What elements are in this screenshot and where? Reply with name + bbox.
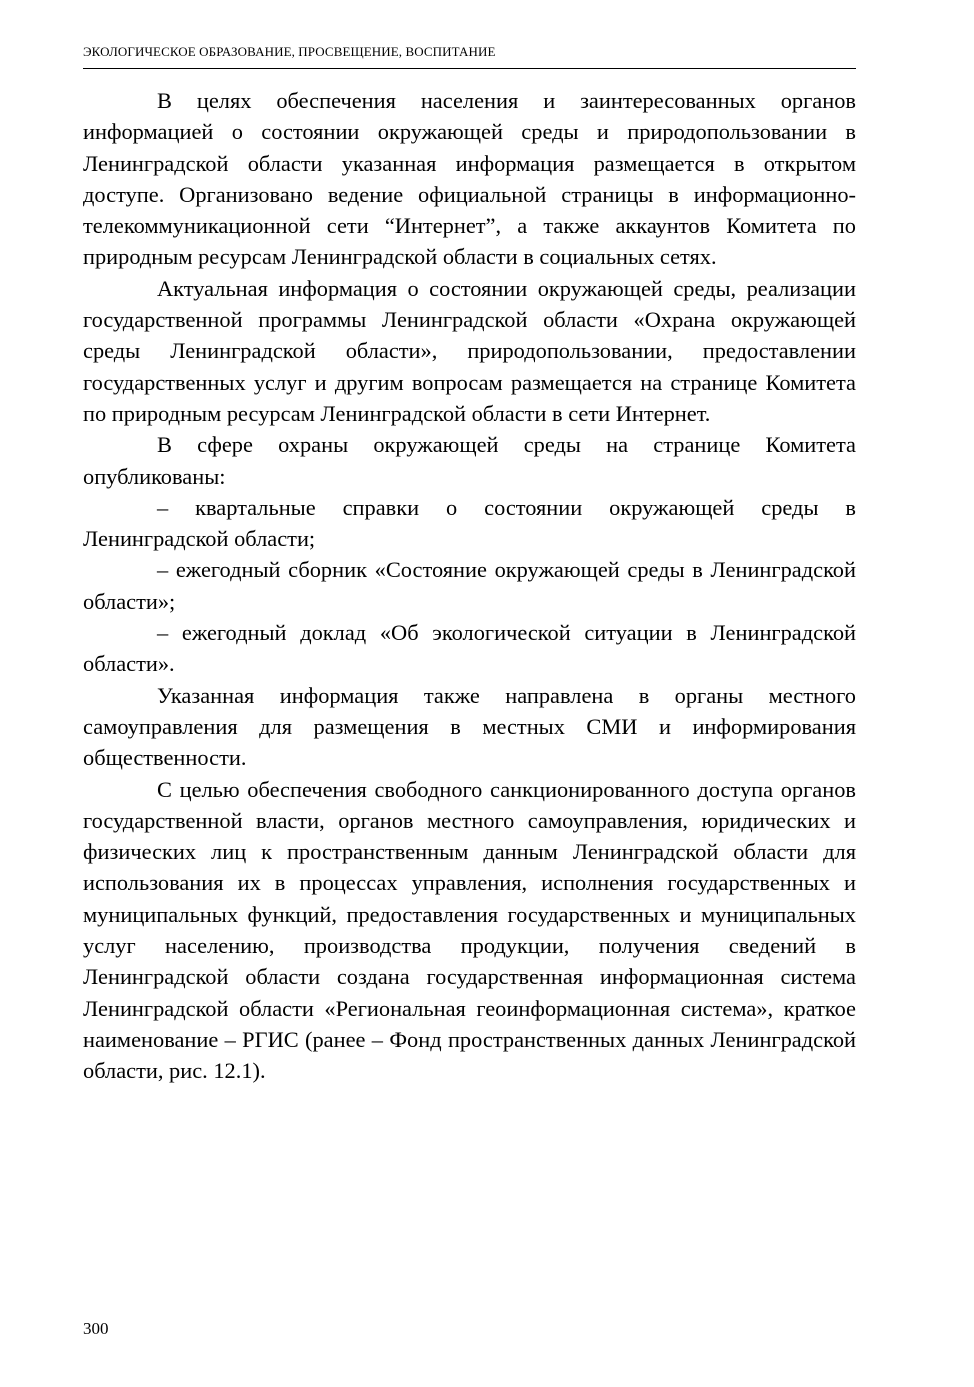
paragraph-committee-page: Актуальная информация о состоянии окружающей среды, реализации государственной программы Ленинградской области «Охрана окружающей среды Ленинградской области», природопользовании, предоставлении государственных услуг и другим вопросам размещается на странице Комитета по природным ресурсам Ленинградской области в сети Интернет. (83, 275, 856, 426)
list-item-annual-collection: – ежегодный сборник «Состояние окружающей среды в Ленинградской области»; (83, 557, 856, 614)
paragraph-rgis: С целью обеспечения свободного санкционированного доступа органов государственной власти, органов местного самоуправления, юридических и физических лиц к пространственным данным Ленинградской области для использования их в процессах управления, исполнения государственных и муниципальных функций, предоставления государственных и муниципальных услуг населению, производства продукции, получения сведений в Ленинградской области создана государственная информационная система Ленинградской области «Региональная геоинформационная система», краткое наименование – РГИС (ранее – Фонд пространственных данных Ленинградской области, рис. 12.1). (83, 776, 856, 1084)
running-header: ЭКОЛОГИЧЕСКОЕ ОБРАЗОВАНИЕ, ПРОСВЕЩЕНИЕ, ВОСПИТАНИЕ (83, 44, 496, 59)
page-number: 300 (83, 1319, 109, 1338)
body-text (83, 85, 856, 1087)
list-item-quarterly-reports: – квартальные справки о состоянии окружающей среды в Ленинградской области; (83, 494, 856, 552)
paragraph-publications-intro: В сфере охраны окружающей среды на странице Комитета опубликованы: (83, 432, 856, 489)
header-divider (83, 68, 856, 69)
list-item-annual-report: – ежегодный доклад «Об экологической ситуации в Ленинградской области». (83, 620, 856, 677)
paragraph-local-media: Указанная информация также направлена в органы местного самоуправления для размещения в местных СМИ и информирования общественности. (83, 682, 856, 771)
paragraph-information-access: В целях обеспечения населения и заинтересованных органов информацией о состоянии окружающей среды и природопользовании в Ленинградской области указанная информация размещается в открытом доступе. Организовано ведение официальной страницы в информационно-телекоммуникационной сети “Интернет”, а также аккаунтов Комитета по природным ресурсам Ленинградской области в социальных сетях. (83, 88, 856, 270)
